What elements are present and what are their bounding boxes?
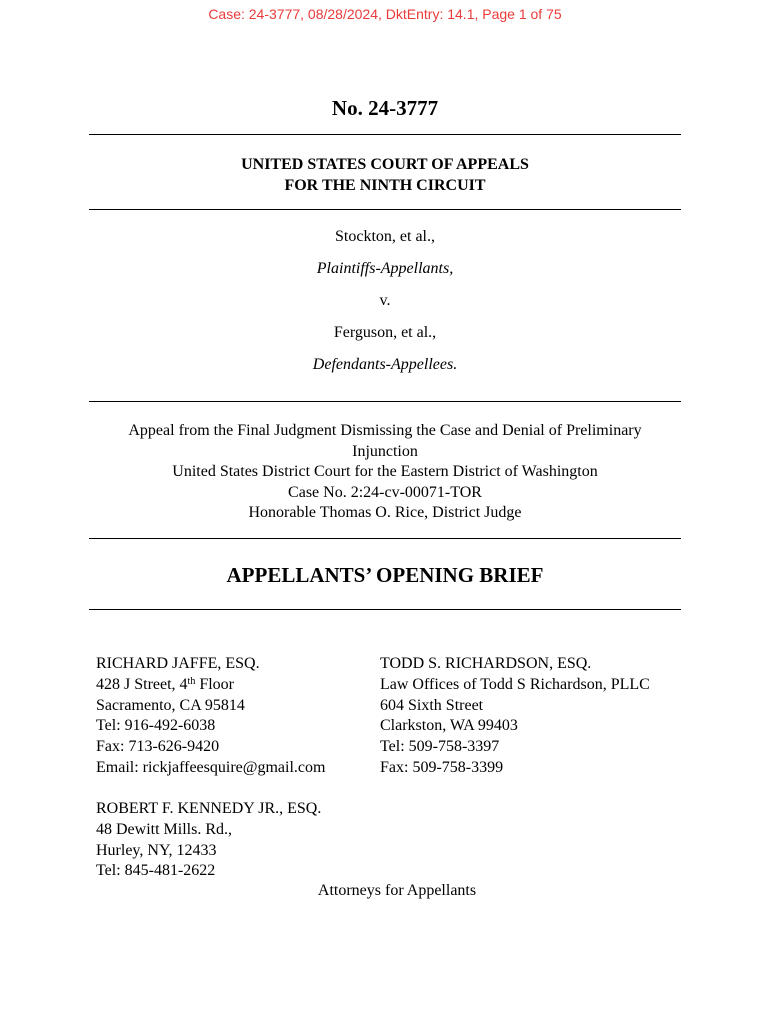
attorney-email: Email: rickjaffeesquire@gmail.com: [96, 758, 326, 776]
court-name: [0, 154, 770, 196]
attorney-block-kennedy: [96, 799, 321, 882]
district-court: United States District Court for the Eastern District of Washington: [172, 463, 598, 480]
case-header-stamp: Case: 24-3777, 08/28/2024, DktEntry: 14.1, Page 1 of 75: [208, 6, 562, 22]
attorneys-for-appellants: Attorneys for Appellants: [317, 882, 477, 899]
attorney-block-jaffe: [96, 654, 325, 779]
attorney-tel: Tel: 509-758-3397: [380, 738, 500, 756]
attorney-tel: Tel: 916-492-6038: [96, 717, 216, 735]
appeal-line-2: Injunction: [352, 442, 418, 460]
attorney-name: RICHARD JAFFE, ESQ.: [96, 655, 260, 672]
attorney-tel: Tel: 845-481-2622: [96, 862, 216, 880]
appeal-line-1: Appeal from the Final Judgment Dismissing the Case and Denial of Preliminary: [128, 422, 642, 439]
attorney-address: 48 Dewitt Mills. Rd.,: [96, 820, 233, 838]
defendant-name: Ferguson, et al.,: [333, 324, 437, 341]
attorney-address: 604 Sixth Street: [380, 696, 484, 714]
district-judge: Honorable Thomas O. Rice, District Judge: [248, 504, 522, 521]
attorney-block-richardson: [380, 654, 650, 779]
attorney-city: Hurley, NY, 12433: [96, 841, 217, 859]
divider: [89, 401, 681, 402]
attorney-city: Sacramento, CA 95814: [96, 696, 245, 714]
divider: [89, 609, 681, 610]
parties-block: [0, 227, 770, 387]
divider: [89, 134, 681, 135]
brief-title: APPELLANTS’ OPENING BRIEF: [226, 563, 544, 587]
plaintiff-name: Stockton, et al.,: [335, 228, 435, 245]
docket-number: No. 24-3777: [331, 96, 439, 120]
attorney-name: TODD S. RICHARDSON, ESQ.: [380, 655, 592, 672]
defendant-role: Defendants-Appellees.: [312, 356, 458, 373]
court-name-line-2: FOR THE NINTH CIRCUIT: [284, 177, 486, 194]
appeal-info: [0, 421, 770, 524]
versus: v.: [379, 292, 391, 309]
attorney-name: ROBERT F. KENNEDY JR., ESQ.: [96, 800, 322, 817]
divider: [89, 538, 681, 539]
divider: [89, 209, 681, 210]
court-name-line-1: UNITED STATES COURT OF APPEALS: [241, 156, 529, 173]
attorney-fax: Fax: 509-758-3399: [380, 758, 504, 776]
attorney-firm: Law Offices of Todd S Richardson, PLLC: [380, 675, 650, 693]
attorney-fax: Fax: 713-626-9420: [96, 738, 220, 756]
attorney-city: Clarkston, WA 99403: [380, 717, 518, 735]
attorney-address: 428 J Street, 4th Floor: [96, 675, 234, 693]
district-case-number: Case No. 2:24-cv-00071-TOR: [288, 483, 482, 501]
plaintiff-role: Plaintiffs-Appellants,: [316, 260, 454, 277]
